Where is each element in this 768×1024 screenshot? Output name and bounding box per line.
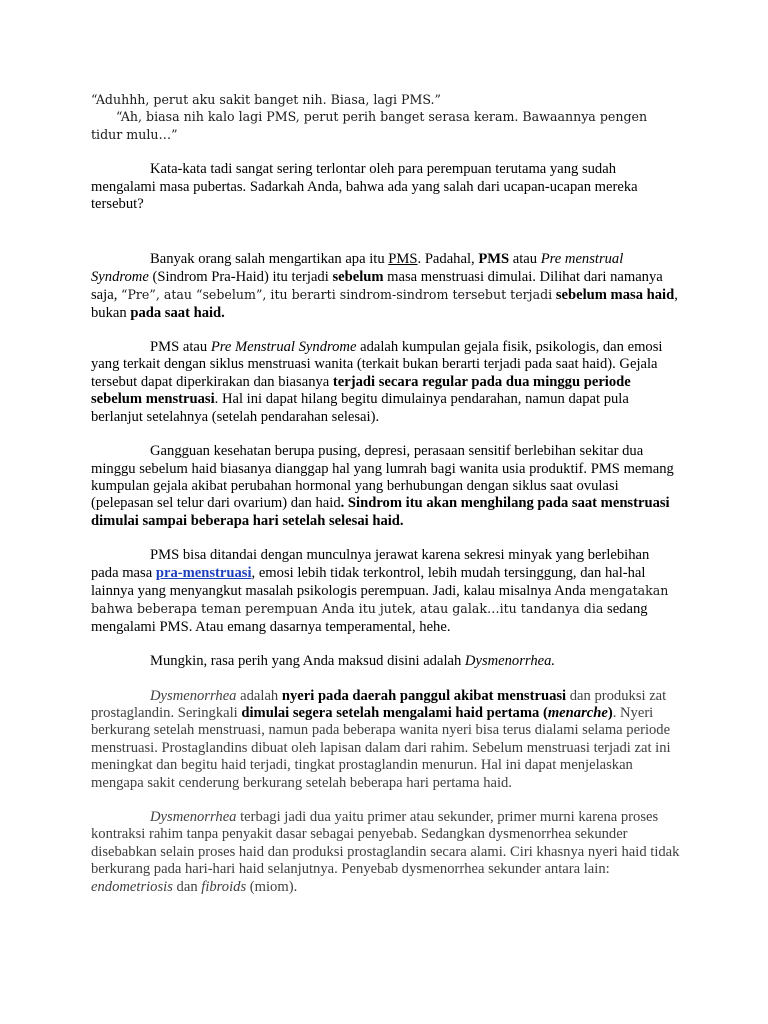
pra-menstruasi-link[interactable]: pra-menstruasi <box>155 564 252 581</box>
italic-text: Pre menstrual Syndrome <box>91 251 624 285</box>
text: dan produksi zat prostaglandin. Seringkali <box>91 687 667 721</box>
italic-text: Dysmenorrhea <box>150 809 237 825</box>
text: masa menstruasi dimulai. Dilihat dari namanya saja, <box>91 268 663 304</box>
italic-text: endometriosis <box>91 878 173 895</box>
bold-text: ) <box>607 704 613 721</box>
text: atau <box>509 251 541 268</box>
quote-1 <box>91 91 680 108</box>
paragraph-intro <box>91 161 680 213</box>
text: Banyak orang salah mengartikan apa itu <box>150 251 389 268</box>
bold-text: PMS <box>478 251 510 268</box>
paragraph-pms-symptoms <box>91 339 680 426</box>
bold-italic-text: menarche <box>547 704 608 721</box>
text: . Hal ini dapat hilang begitu dimulainya pendarahan, namun dapat pula berlanjut setelahnya (setelah pendarahan selesai). <box>91 391 629 425</box>
text: sedang mengalami PMS. Atau emang dasarnya temperamental, hehe. <box>91 601 648 635</box>
text: (Sindrom Pra-Haid) itu terjadi <box>148 268 333 285</box>
paragraph-dysmenorrhea-types <box>91 809 680 896</box>
pms-link[interactable]: PMS <box>388 251 418 268</box>
quote-2 <box>91 108 680 143</box>
paragraph-dysmenorrhea-intro <box>91 653 680 670</box>
bold-text: sebelum masa haid <box>555 287 675 304</box>
italic-text: fibroids <box>201 878 247 895</box>
text: PMS atau <box>150 339 211 356</box>
text: , bukan <box>91 287 678 321</box>
italic-text: Dysmenorrhea <box>150 687 237 704</box>
quote-inline: “Pre”, atau “sebelum”, itu berarti sindrom-sindrom tersebut terjadi <box>121 287 553 303</box>
text: terbagi jadi dua yaitu primer atau sekunder, primer murni karena proses kontraksi rahim tanpa penyakit dasar sebagai penyebab. Sedangkan dysmenorrhea sekunder disebabkan selain proses haid dan produksi prostaglandin secara alami. Ciri khasnya nyeri haid tidak berkurang pada hari-hari haid selanjutnya. Penyebab dysmenorrhea sekunder antara lain: <box>91 809 680 878</box>
text: , emosi lebih tidak terkontrol, lebih mudah tersinggung, dan hal-hal lainnya yang menyangkut masalah psikologis perempuan. Jadi, kalau misalnya Anda <box>91 564 646 599</box>
quote-2-text: “Ah, biasa nih kalo lagi PMS, perut perih banget serasa keram. Bawaannya pengen tidur mulu…” <box>91 109 648 142</box>
text: adalah <box>236 687 282 704</box>
bold-text: dimulai segera setelah mengalami haid pertama ( <box>241 704 548 721</box>
paragraph-dysmenorrhea-definition <box>91 688 680 792</box>
bold-text: nyeri pada daerah panggul akibat menstruasi <box>281 687 567 704</box>
paragraph-intro-text: Kata-kata tadi sangat sering terlontar oleh para perempuan terutama yang sudah mengalami masa pubertas. Sadarkah Anda, bahwa ada yang salah dari ucapan-ucapan mereka tersebut? <box>91 161 638 213</box>
text: Mungkin, rasa perih yang Anda maksud disini adalah <box>150 653 465 670</box>
quote-inline: mengatakan bahwa beberapa teman perempuan Anda itu jutek, atau galak…itu tandanya dia <box>91 582 669 617</box>
text: . Padahal, <box>417 251 479 268</box>
bold-text: . Sindrom itu akan menghilang pada saat menstruasi dimulai sampai beberapa hari setelah selesai haid. <box>91 495 670 529</box>
text: . Nyeri berkurang setelah menstruasi, namun pada beberapa wanita nyeri bisa terus dialami selama periode menstruasi. Prostaglandins dibuat oleh lapisan dalam dari rahim. Sebelum menstruasi terjadi zat ini meningkat dan begitu haid terjadi, tingkat prostaglandin menurun. Hal ini dapat menjelaskan mengapa sakit cenderung berkurang setelah beberapa hari pertama haid. <box>91 704 671 791</box>
italic-text: Dysmenorrhea. <box>464 653 556 670</box>
bold-text: pada saat haid. <box>130 304 225 321</box>
text: Gangguan kesehatan berupa pusing, depresi, perasaan sensitif berlebihan sekitar dua minggu sebelum haid biasanya dianggap hal yang lumrah bagi wanita usia produktif. PMS memang kumpulan gejala akibat perubahan hormonal yang berhubungan dengan siklus saat ovulasi (pelepasan sel telur dari ovarium) dan haid <box>91 443 674 512</box>
text: PMS bisa ditandai dengan munculnya jerawat karena sekresi minyak yang berlebihan pada masa <box>91 547 650 581</box>
bold-text: terjadi secara regular pada dua minggu periode sebelum menstruasi <box>91 373 631 408</box>
text: dan <box>172 878 202 895</box>
paragraph-pms-definition <box>91 251 680 322</box>
text: (miom). <box>246 878 298 895</box>
paragraph-health-issues <box>91 443 680 530</box>
quote-1-text: “Aduhhh, perut aku sakit banget nih. Biasa, lagi PMS.” <box>91 92 441 107</box>
paragraph-pms-signs <box>91 547 680 636</box>
bold-text: sebelum <box>332 268 384 285</box>
text: adalah kumpulan gejala fisik, psikologis, dan emosi yang terkait dengan siklus menstruasi wanita (terkait bukan berarti terjadi pada saat haid). Gejala tersebut dapat diperkirakan dan biasanya <box>91 339 663 390</box>
italic-text: Pre Menstrual Syndrome <box>210 339 357 356</box>
